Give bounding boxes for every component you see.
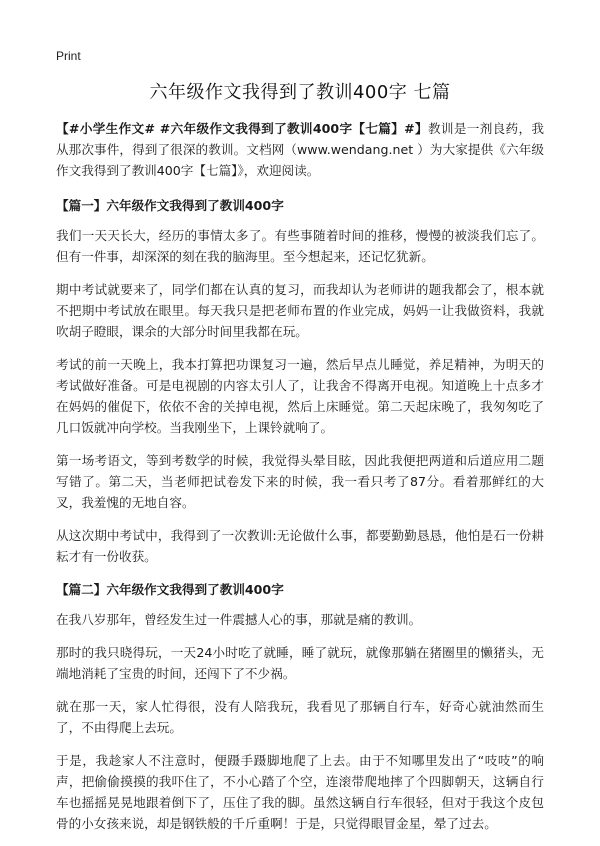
paragraph: 在我八岁那年，曾经发生过一件震撼人心的事，那就是痛的教训。 <box>56 612 422 627</box>
document-title: 六年级作文我得到了教训400字 七篇 <box>149 82 451 103</box>
spacer <box>56 187 544 195</box>
section-one <box>56 195 544 567</box>
intro-paragraph <box>56 118 544 181</box>
paragraph: 我们一天天长大，经历的事情太多了。有些事随着时间的推移，慢慢的被淡我们忘了。但有一件事，却深深的刻在我的脑海里。至今想起来，还记忆犹新。 <box>56 228 544 264</box>
print-label: Print <box>56 49 81 63</box>
document-body <box>56 118 544 846</box>
section-heading: 【篇二】六年级作文我得到了教训400字 <box>56 582 284 597</box>
section-heading: 【篇一】六年级作文我得到了教训400字 <box>56 198 284 213</box>
paragraph: 第一场考语文，等到考数学的时候，我觉得头晕目眩，因此我便把两道和后道应用二题写错了。第二天，当老师把试卷发下来的时候，我一看只考了87分。看着那鲜红的大叉，我羞愧的无地自容。 <box>56 453 544 510</box>
paragraph: 考试的前一天晚上，我本打算把功课复习一遍，然后早点儿睡觉，养足精神，为明天的考试做好准备。可是电视剧的内容太引人了，让我舍不得离开电视。知道晚上十点多才在妈妈的催促下，依依不舍的关掉电视，然后上床睡觉。第二天起床晚了，我匆匆吃了几口饭就冲向学校。当我刚坐下，上课铃就响了。 <box>56 357 544 435</box>
intro-text: 教训是一剂良药，我从那次事件，得到了很深的教训。文档网（www.wendang.net ）为大家提供《六年级作文我得到了教训400字【七篇】》，欢迎阅读。 <box>56 121 545 178</box>
paragraph: 于是，我趁家人不注意时，便蹑手蹑脚地爬了上去。由于不知哪里发出了“吱吱”的响声，把偷偷摸摸的我吓住了，不小心踏了个空，连滚带爬地摔了个四脚朝天，这辆自行车也摇摇晃晃地跟着倒下了，压住了我的脚。虽然这辆自行车很轻，但对于我这个皮包骨的小女孩来说，却是钢铁般的千斤重啊！于是，只觉得眼冒金星，晕了过去。 <box>56 753 544 831</box>
paragraph: 那时的我只晓得玩，一天24小时吃了就睡，睡了就玩，就像那躺在猪圈里的懒猪头，无端地消耗了宝贵的时间，还闯下了不少祸。 <box>56 645 544 681</box>
paragraph: 就在那一天，家人忙得很，没有人陪我玩，我看见了那辆自行车，好奇心就油然而生了，不由得爬上去玩。 <box>56 699 544 735</box>
paragraph: 期中考试就要来了，同学们都在认真的复习，而我却认为老师讲的题我都会了，根本就不把期中考试放在眼里。每天我只是把老师布置的作业完成，妈妈一让我做资料，我就吹胡子瞪眼，课余的大部分时间里我都在玩。 <box>56 282 544 339</box>
section-two <box>56 579 544 834</box>
paragraph: 从这次期中考试中，我得到了一次教训:无论做什么事，都要勤勤恳恳，他怕是石一份耕耘才有一份收获。 <box>56 528 544 564</box>
intro-lead: 【#小学生作文# #六年级作文我得到了教训400字【七篇】#】 <box>56 121 428 136</box>
